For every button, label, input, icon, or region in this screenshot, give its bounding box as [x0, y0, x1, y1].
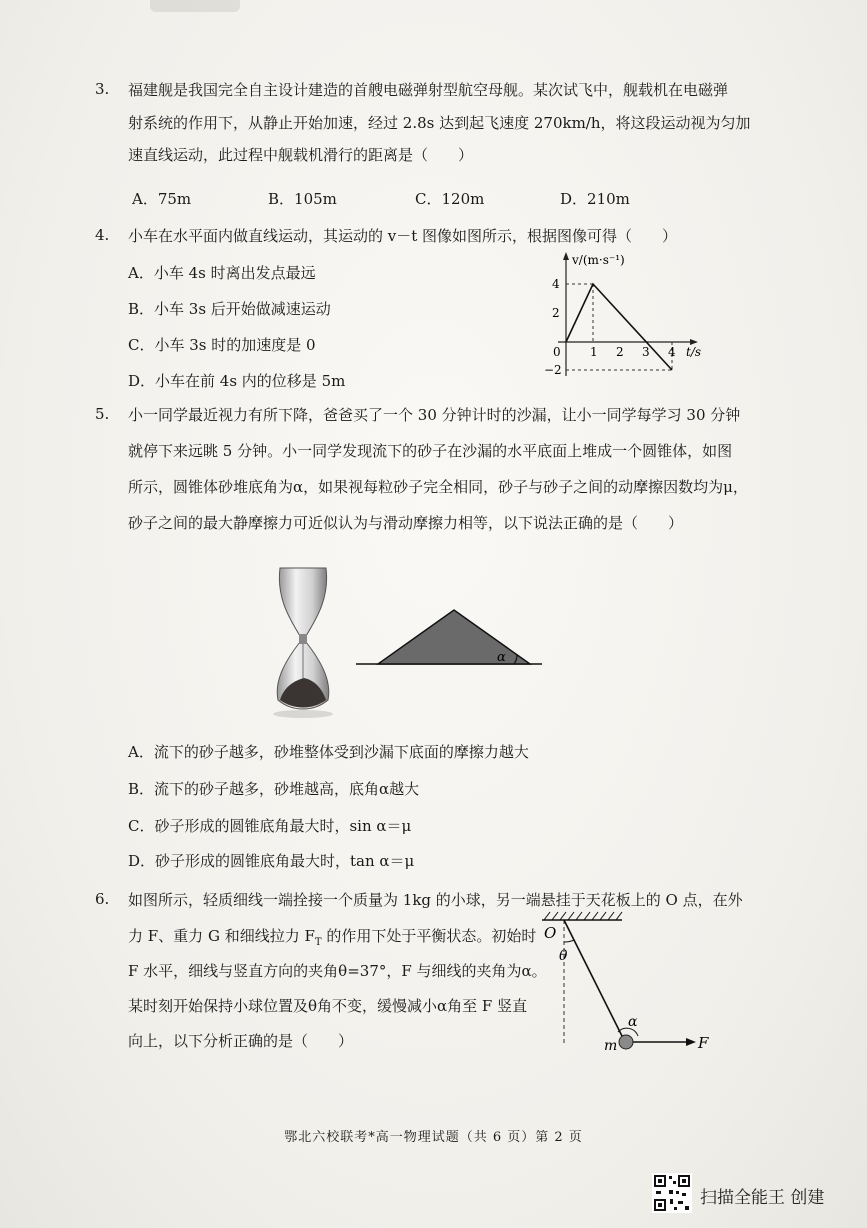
x-tick-0: 0: [553, 345, 561, 359]
option-b: B．105m: [268, 190, 337, 208]
scan-smudge: [150, 0, 240, 12]
option-d: D．小车在前 4s 内的位移是 5m: [128, 372, 346, 390]
option-a: A．75m: [132, 190, 192, 208]
label-f: F: [698, 1034, 709, 1052]
ceiling-hatch: [544, 912, 622, 920]
question-text-line: 小一同学最近视力有所下降，爸爸买了一个 30 分钟计时的沙漏，让小一同学每学习 30 分钟: [128, 406, 741, 424]
question-text-line: 就停下来远眺 5 分钟。小一同学发现流下的砂子在沙漏的水平底面上堆成一个圆锥体，如图: [128, 442, 733, 460]
option-c: C．小车 3s 时的加速度是 0: [128, 336, 316, 354]
label-o: O: [544, 924, 557, 942]
question-text-line: 某时刻开始保持小球位置及θ角不变，缓慢减小α角至 F 竖直: [128, 997, 528, 1015]
option-c: C．砂子形成的圆锥底角最大时，sin α＝μ: [128, 817, 412, 835]
y-tick-2: 2: [552, 306, 560, 320]
question-number: 5.: [95, 405, 110, 423]
option-c: C．120m: [415, 190, 485, 208]
force-arrow-icon: [686, 1038, 696, 1046]
ball: [619, 1035, 633, 1049]
page-footer: 鄂北六校联考*高一物理试题（共 6 页）第 2 页: [284, 1130, 583, 1145]
question-text-line: F 水平，细线与竖直方向的夹角θ=37°，F 与细线的夹角为α。: [128, 962, 547, 980]
question-text-line: 所示，圆锥体砂堆底角为α，如果视每粒砂子完全相同，砂子与砂子之间的动摩擦因数均为μ，: [128, 478, 748, 496]
y-axis-label: v/(m·s⁻¹): [572, 253, 625, 267]
y-axis-arrow-icon: [563, 252, 569, 260]
question-text-line: 射系统的作用下，从静止开始加速，经过 2.8s 达到起飞速度 270km/h，将这段运动视为匀加: [128, 114, 751, 132]
x-tick-2: 2: [616, 345, 624, 359]
label-theta: θ: [559, 948, 568, 964]
option-b: B．小车 3s 后开始做减速运动: [128, 300, 331, 318]
watermark-text: 扫描全能王 创建: [700, 1188, 825, 1208]
option-b: B．流下的砂子越多，砂堆越高，底角α越大: [128, 780, 420, 798]
angle-label: α: [497, 650, 506, 665]
sand-pile: [378, 610, 530, 664]
x-axis-label: t/s: [686, 345, 702, 359]
question-text-line: 砂子之间的最大静摩擦力可近似认为与滑动摩擦力相等，以下说法正确的是（ ）: [128, 514, 684, 532]
sand-cone-diagram: [356, 600, 546, 674]
question-text-line: 如图所示，轻质细线一端拴接一个质量为 1kg 的小球，另一端悬挂于天花板上的 O 点，在外: [128, 891, 743, 909]
x-tick-3: 3: [642, 345, 650, 359]
question-text-line: 速直线运动，此过程中舰载机滑行的距离是（ ）: [128, 146, 474, 164]
qr-code-icon: [652, 1173, 692, 1213]
y-tick-neg2: −2: [544, 363, 562, 377]
option-d: D．210m: [560, 190, 630, 208]
question-number: 6.: [95, 890, 110, 908]
option-a: A．流下的砂子越多，砂堆整体受到沙漏下底面的摩擦力越大: [128, 743, 529, 761]
question-number: 4.: [95, 226, 110, 244]
label-alpha: α: [628, 1014, 638, 1030]
theta-arc: [564, 940, 574, 942]
question-text-line: 向上，以下分析正确的是（ ）: [128, 1032, 354, 1050]
y-tick-4: 4: [552, 277, 560, 291]
pendulum-diagram: [538, 908, 718, 1060]
x-tick-1: 1: [590, 345, 598, 359]
label-m: m: [604, 1038, 618, 1054]
option-a: A．小车 4s 时离出发点最远: [128, 264, 316, 282]
x-tick-4: 4: [668, 345, 676, 359]
question-text-line: 福建舰是我国完全自主设计建造的首艘电磁弹射型航空母舰。某次试飞中，舰载机在电磁弹: [128, 81, 729, 99]
option-d: D．砂子形成的圆锥底角最大时，tan α＝μ: [128, 852, 415, 870]
question-number: 3.: [95, 80, 110, 98]
hourglass-image: [262, 560, 344, 720]
question-text-line: 小车在水平面内做直线运动，其运动的 v－t 图像如图所示，根据图像可得（ ）: [128, 227, 678, 245]
question-text-line: 力 F、重力 G 和细线拉力 $F_T$ 的作用下处于平衡状态。初始时: [128, 927, 537, 948]
string-line: [564, 920, 624, 1040]
vt-graph: [540, 244, 710, 384]
